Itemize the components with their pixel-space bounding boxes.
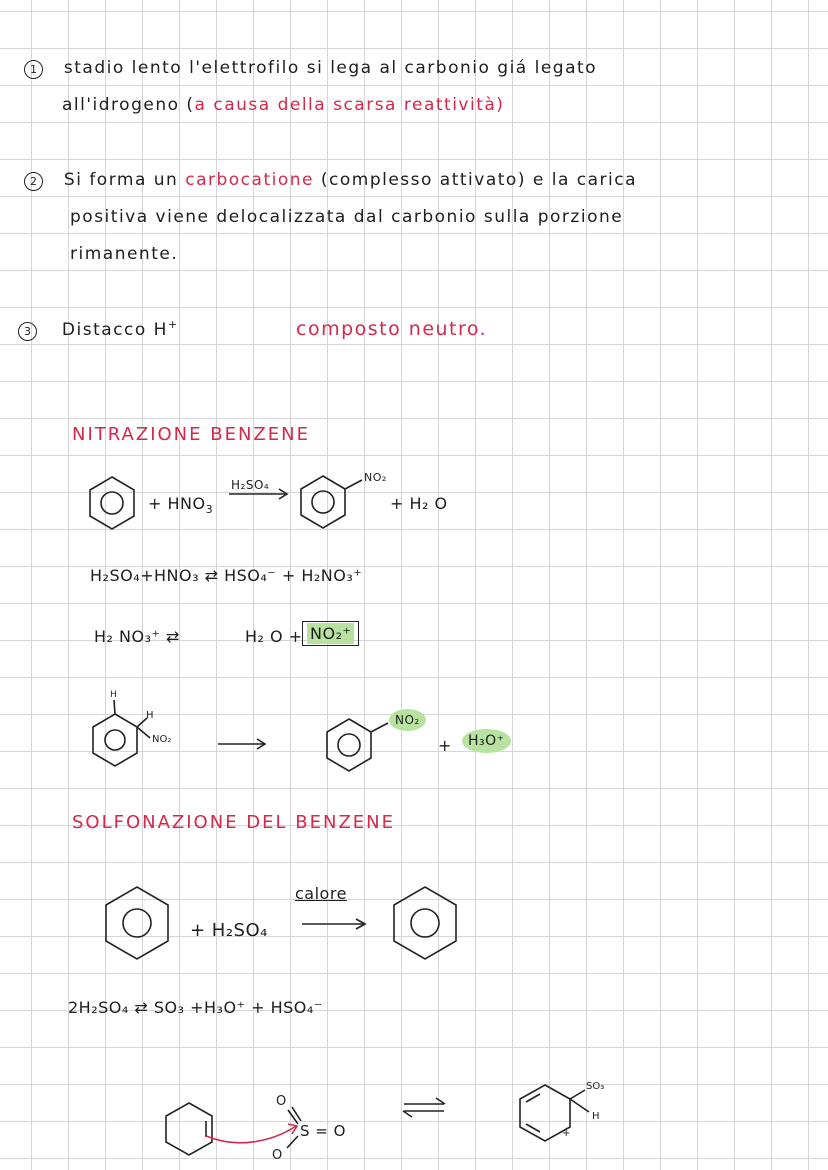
nitration-eq1-plus: + $HNO_3$ bbox=[148, 494, 214, 517]
step-text: stadio lento l'elettrofilo si lega al carbonio giá legato bbox=[63, 58, 598, 78]
bond bbox=[137, 727, 150, 738]
step-text-red: a causa della scarsa reattività bbox=[194, 95, 497, 115]
benzene-ring bbox=[106, 887, 168, 959]
benzene-inner-circle bbox=[105, 730, 125, 750]
sulfonation-plus: + H₂SO₄ bbox=[190, 920, 268, 941]
benzene-inner-circle bbox=[411, 909, 439, 937]
bond bbox=[114, 700, 115, 714]
bond bbox=[292, 1107, 301, 1121]
bond bbox=[570, 1090, 585, 1099]
benzene-inner-circle bbox=[123, 909, 151, 937]
nitration-catalyst: H₂SO₄ bbox=[231, 478, 270, 492]
intermediate-h: H bbox=[146, 710, 154, 721]
benzene-ring bbox=[301, 476, 345, 528]
step-text-red: ) bbox=[496, 95, 505, 115]
bond bbox=[345, 480, 362, 489]
product-plus: + bbox=[438, 736, 452, 755]
sulfonation-heading: SOLFONAZIONE DEL BENZENE bbox=[72, 812, 396, 833]
sigma-plus: + bbox=[562, 1128, 571, 1139]
step-3-result: composto neutro. bbox=[296, 318, 488, 340]
benzene-inner-circle bbox=[101, 492, 123, 514]
equilibrium-arrow-head bbox=[436, 1098, 445, 1104]
equilibrium-arrow-head bbox=[403, 1111, 412, 1117]
sigma-so3: SO₃ bbox=[586, 1081, 605, 1092]
so3-o-top: O bbox=[276, 1094, 287, 1109]
kekule-benzene bbox=[166, 1103, 212, 1155]
hydronium-highlight: H₃O⁺ bbox=[462, 729, 511, 753]
electron-arrow bbox=[206, 1126, 296, 1143]
benzene-inner-circle bbox=[312, 491, 334, 513]
nitration-eq3-lhs: H₂ NO₃⁺ ⇄ bbox=[94, 627, 180, 646]
nitration-eq2: H₂SO₄+HNO₃ ⇄ HSO₄⁻ + H₂NO₃⁺ bbox=[90, 566, 363, 585]
bond bbox=[371, 723, 388, 732]
step-number: 3 bbox=[18, 322, 37, 341]
step-text: Distacco H bbox=[61, 319, 168, 340]
sigma-complex-ring bbox=[520, 1085, 570, 1141]
step-text: Si forma un bbox=[63, 170, 186, 190]
benzene-ring bbox=[394, 887, 456, 959]
so3-s-label: S = O bbox=[300, 1122, 346, 1140]
so3-o-bottom: O bbox=[272, 1148, 283, 1163]
step-number: 2 bbox=[24, 172, 43, 191]
step-text-red: carbocatione bbox=[185, 170, 314, 190]
step-text: (complesso attivato) e la carica bbox=[313, 170, 638, 190]
intermediate-no2: NO₂ bbox=[152, 734, 172, 745]
nitration-product-no2: NO₂ bbox=[364, 471, 387, 484]
sigma-h: H bbox=[592, 1111, 600, 1122]
step-2-line3: rimanente. bbox=[70, 244, 179, 264]
sulfonation-eq: 2H₂SO₄ ⇄ SO₃ +H₃O⁺ + HSO₄⁻ bbox=[68, 998, 323, 1017]
benzene-ring bbox=[327, 719, 371, 771]
nitration-eq1-rhs: + H₂ O bbox=[390, 494, 448, 513]
sulfonation-condition: calore bbox=[295, 884, 347, 903]
bond bbox=[287, 1136, 298, 1148]
step-sup: + bbox=[167, 318, 179, 331]
step-number: 1 bbox=[24, 60, 43, 79]
benzene-ring bbox=[93, 714, 137, 766]
intermediate-h-top: H bbox=[110, 690, 117, 700]
product-no2-highlight: NO₂ bbox=[389, 709, 426, 731]
bond bbox=[137, 718, 147, 727]
bond bbox=[570, 1099, 589, 1112]
nitronium-ion: NO₂⁺ bbox=[307, 623, 354, 644]
benzene-inner-circle bbox=[338, 734, 360, 756]
benzene-ring bbox=[90, 477, 134, 529]
step-text: all'idrogeno ( bbox=[62, 95, 195, 115]
nitration-heading: NITRAZIONE BENZENE bbox=[72, 424, 310, 445]
step-2-line2: positiva viene delocalizzata dal carbonio sulla porzione bbox=[70, 207, 624, 227]
bond bbox=[288, 1110, 298, 1124]
nitration-eq3-mid: H₂ O + bbox=[245, 627, 303, 646]
